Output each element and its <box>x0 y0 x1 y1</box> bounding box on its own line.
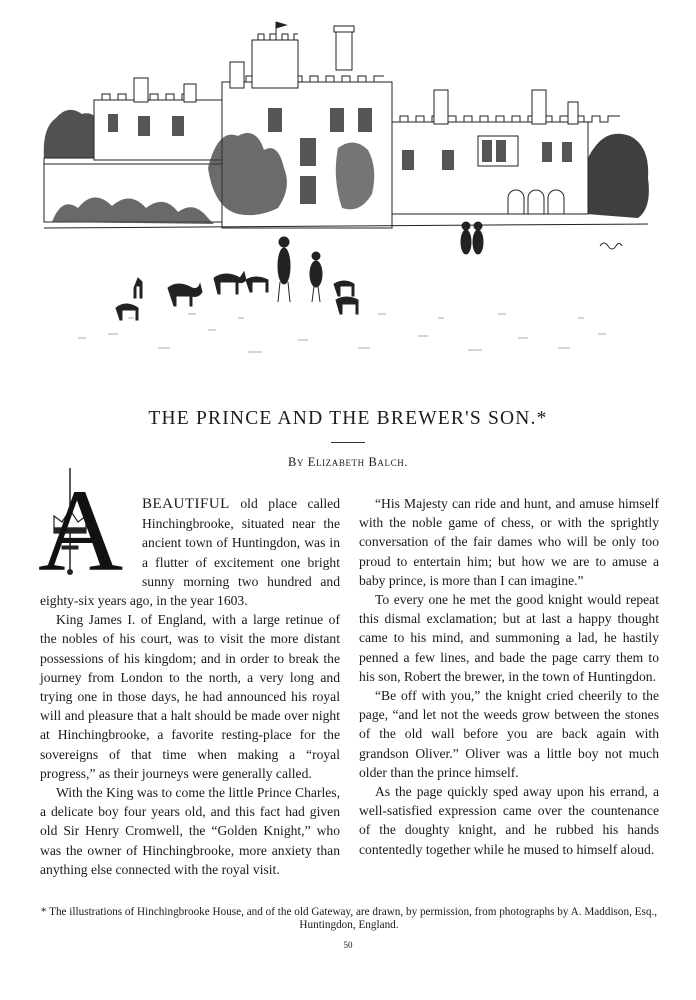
boy-figure <box>310 261 322 287</box>
drop-cap-letter: A <box>38 466 124 578</box>
paragraph: King James I. of England, with a large retinue of the nobles of his court, was to visit the more distant possessions of his kingdom; and in order to break the journey from London to the north, a very long and trying one in those days, he had announced his royal will and pleasure that a halt should be made over night at Hinchingbrooke, a favorite resting-place for the sovereigns of that time when making a “royal progress,” as their journeys were generally called. <box>40 612 340 781</box>
man-figure <box>278 248 290 284</box>
article-title: THE PRINCE AND THE BREWER'S SON.* <box>148 408 548 429</box>
paragraph: With the King was to come the little Prince Charles, a delicate boy four years old, and this fact had given old Sir Henry Cromwell, the “Golden Knight,” who was the owner of Hinchingbrooke, more anxiety than anything else connected with the royal visit. <box>40 785 340 877</box>
footnote: * The illustrations of Hinchingbrooke House, and of the old Gateway, are drawn, by permission, from photographs by A. Maddison, Esq., Huntingdon, England. <box>40 906 658 931</box>
page-number: 50 <box>343 940 353 950</box>
paragraph: As the page quickly sped away upon his errand, a well-satisfied expression came over the countenance of the doughty knight, and he rubbed his hands contentedly together while he mused to himself aloud. <box>359 784 659 857</box>
artist-signature <box>600 243 622 249</box>
drop-cap-ornament <box>36 466 134 578</box>
lead-word: BEAUTIFUL <box>142 496 230 512</box>
right-column <box>359 494 659 859</box>
byline-prefix: By <box>287 455 304 469</box>
left-column <box>38 466 340 879</box>
paragraph: “His Majesty can ride and hunt, and amuse himself with the noble game of chess, or with the sprightly conversation of the fair dames who will be only too proud to entertain him; but how we are to amuse a baby prince, is more than I can imagine.” <box>359 496 659 588</box>
author-name: Elizabeth Balch. <box>307 455 409 469</box>
paragraph-text: old place called Hinchingbrooke, situated near the ancient town of Huntingdon, was in a flutter of excitement one bright sunny morning two hundred and eighty-six years ago, in the year 1603. <box>40 496 340 609</box>
hinchingbrooke-house-illustration <box>38 18 654 374</box>
paragraph: “Be off with you,” the knight cried cheerily to the page, “and let not the weeds grow between the stones of the old wall before you are back again with grandson Oliver.” Oliver was a little boy not much older than the prince himself. <box>359 688 659 780</box>
paragraph: To every one he met the good knight would repeat this dismal exclamation; but at last a happy thought came to his mind, and summoning a lad, he hastily penned a few lines, and bade the page carry them to his son, Robert the brewer, in the town of Huntingdon. <box>359 592 659 684</box>
central-tower <box>252 40 298 88</box>
right-trees <box>583 134 649 218</box>
dog-figure <box>168 284 202 306</box>
title-divider <box>331 442 365 443</box>
